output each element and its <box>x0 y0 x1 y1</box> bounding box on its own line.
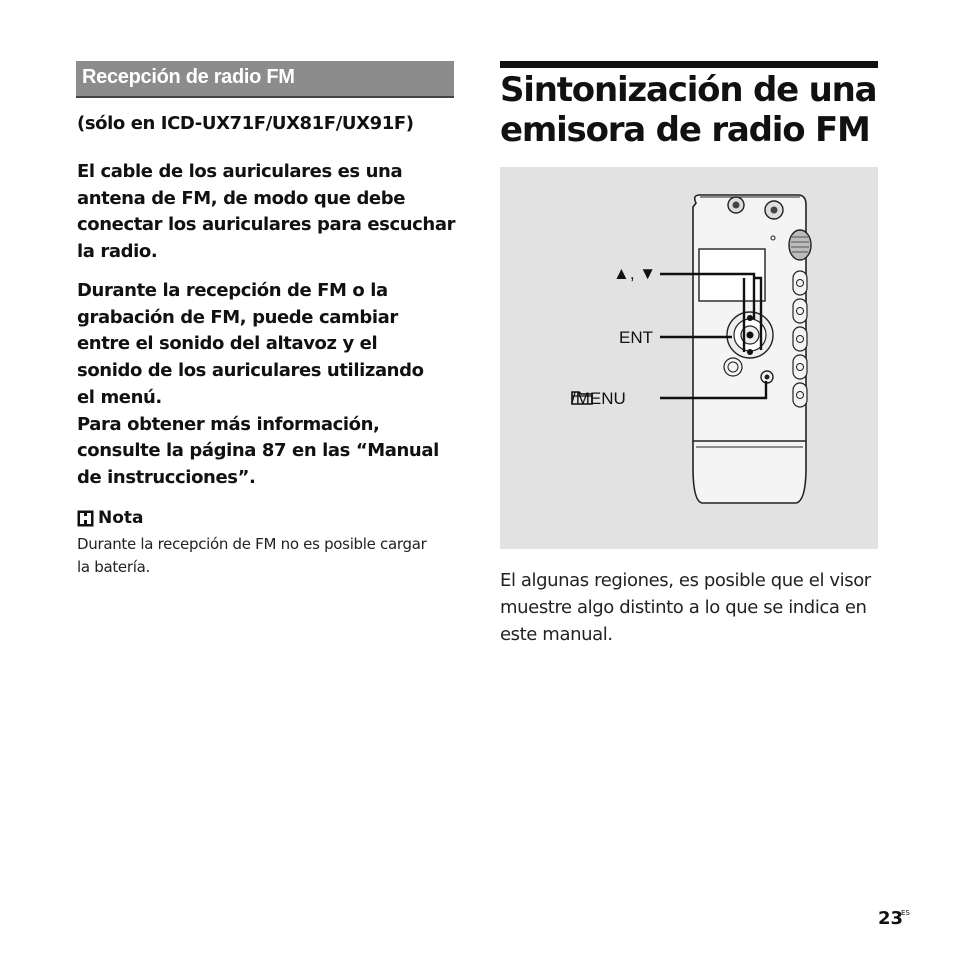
page-language-suffix: ES <box>901 909 910 917</box>
antenna-paragraph: El cable de los auriculares es una antena de FM, de modo que debe conectar los auriculares para escuchar la radio. <box>77 161 456 263</box>
section-heading: Recepción de radio FM <box>82 66 295 88</box>
title-rule <box>500 61 878 68</box>
paragraph-line: el menú. <box>77 386 162 408</box>
ent-button-label: ENT <box>619 328 653 347</box>
arrow-buttons-label: ▲, ▼ <box>613 264 657 283</box>
page-title: Sintonización de una emisora de radio FM <box>500 70 877 150</box>
note-icon <box>77 510 94 527</box>
sound-switch-paragraph <box>77 278 457 492</box>
section-heading-bar <box>76 61 454 98</box>
figure-caption: El algunas regiones, es posible que el visor muestre algo distinto a lo que se indica en este manual. <box>500 570 871 645</box>
paragraph-line: Para obtener más información, <box>77 413 380 435</box>
note-text: Durante la recepción de FM no es posible cargar la batería. <box>77 535 427 576</box>
page-number: 23 <box>878 908 904 929</box>
paragraph-line: de instrucciones”. <box>77 466 256 488</box>
note-label: Nota <box>98 508 144 528</box>
device-illustration <box>500 167 878 549</box>
paragraph-line: grabación de FM, puede cambiar <box>77 306 398 328</box>
paragraph-line: sonido de los auriculares utilizando <box>77 360 424 382</box>
recorder-drawing <box>500 167 878 549</box>
menu-label-text: /MENU <box>571 389 626 408</box>
paragraph-line: entre el sonido del altavoz y el <box>77 333 378 355</box>
paragraph-line: consulte la página 87 en las “Manual <box>77 440 439 462</box>
note-heading <box>77 508 144 528</box>
paragraph-line: Durante la recepción de FM o la <box>77 280 388 301</box>
menu-button-label <box>571 389 626 409</box>
model-applicability: (sólo en ICD-UX71F/UX81F/UX91F) <box>77 113 414 134</box>
folder-icon <box>571 389 593 405</box>
